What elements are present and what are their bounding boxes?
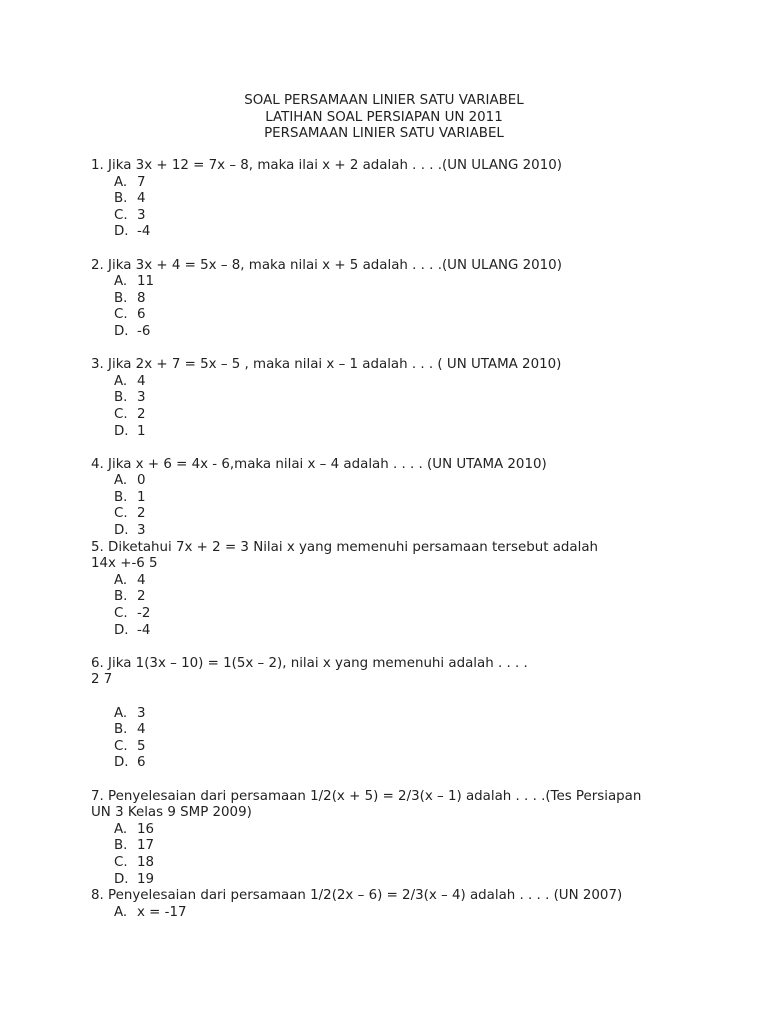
option-letter: B. [114,290,128,306]
option-letter: B. [114,589,128,605]
question-7 [91,789,691,889]
option-letter: B. [114,489,128,505]
option-text: 2 [137,506,146,522]
option-text: -2 [137,606,151,622]
option-b [91,490,691,507]
question-5-options [91,573,691,639]
option-c [91,855,691,872]
option-text: 11 [137,274,155,290]
option-a [91,706,691,723]
option-text: 3 [137,705,146,721]
option-letter: A. [114,174,128,190]
question-1 [91,158,691,241]
option-d [91,424,691,441]
option-letter: A. [114,705,128,721]
option-text: 6 [137,755,146,771]
question-4 [91,457,691,540]
option-a [91,175,691,192]
option-text: -4 [137,224,151,240]
question-8-stem: 8. Penyelesaian dari persamaan 1/2(2x – 6) = 2/3(x – 4) adalah . . . . (UN 2007) [91,888,623,904]
option-d [91,523,691,540]
option-a [91,374,691,391]
option-c [91,606,691,623]
option-a [91,905,691,922]
question-7-options [91,822,691,888]
option-letter: D. [114,523,129,539]
option-text: 8 [137,290,146,306]
option-c [91,307,691,324]
option-d [91,324,691,341]
option-text: 7 [137,174,146,190]
option-letter: D. [114,423,129,439]
option-letter: C. [114,207,128,223]
option-letter: C. [114,307,128,323]
question-3-stem: 3. Jika 2x + 7 = 5x – 5 , maka nilai x – 1 adalah . . . ( UN UTAMA 2010) [91,357,562,373]
option-text: 16 [137,821,155,837]
option-text: 4 [137,572,146,588]
option-d [91,224,691,241]
option-letter: D. [114,323,129,339]
question-7-stem: 7. Penyelesaian dari persamaan 1/2(x + 5) = 2/3(x – 1) adalah . . . .(Tes Persiapan [91,788,642,804]
option-letter: C. [114,406,128,422]
header-title: SOAL PERSAMAAN LINIER SATU VARIABEL [244,93,524,108]
option-text: 6 [137,307,146,323]
question-5-stem: 5. Diketahui 7x + 2 = 3 Nilai x yang memenuhi persamaan tersebut adalah [91,539,599,555]
option-letter: A. [114,274,128,290]
question-1-options [91,175,691,241]
option-b [91,838,691,855]
option-text: 4 [137,373,146,389]
option-text: 17 [137,838,155,854]
option-letter: D. [114,224,129,240]
option-text: 3 [137,207,146,223]
option-letter: B. [114,722,128,738]
option-letter: C. [114,854,128,870]
question-4-stem: 4. Jika x + 6 = 4x - 6,maka nilai x – 4 adalah . . . . (UN UTAMA 2010) [91,456,547,472]
option-b [91,291,691,308]
option-a [91,473,691,490]
question-1-stem: 1. Jika 3x + 12 = 7x – 8, maka ilai x + 2 adalah . . . .(UN ULANG 2010) [91,158,562,173]
option-letter: A. [114,473,128,489]
option-letter: B. [114,191,128,207]
option-letter: A. [114,821,128,837]
option-b [91,390,691,407]
option-letter: C. [114,506,128,522]
question-2-options [91,274,691,340]
option-letter: D. [114,871,129,887]
option-text: 4 [137,191,146,207]
option-text: 0 [137,473,146,489]
option-text: 1 [137,489,146,505]
option-d [91,872,691,889]
option-letter: A. [114,373,128,389]
question-6-stem-fraction-line: 2 7 [91,672,113,688]
question-5 [91,540,691,640]
question-4-options [91,473,691,539]
option-text: 1 [137,423,146,439]
option-a [91,822,691,839]
option-d [91,755,691,772]
option-letter: B. [114,390,128,406]
question-5-stem-fraction-line: 14x +-6 5 [91,556,158,572]
option-letter: A. [114,572,128,588]
question-2 [91,258,691,341]
option-text: x = -17 [137,904,187,920]
option-letter: C. [114,606,128,622]
question-2-stem: 2. Jika 3x + 4 = 5x – 8, maka nilai x + 5 adalah . . . .(UN ULANG 2010) [91,257,562,273]
option-letter: A. [114,904,128,920]
option-text: 18 [137,854,155,870]
question-7-stem-continued: UN 3 Kelas 9 SMP 2009) [91,805,252,821]
option-text: 19 [137,871,155,887]
question-6-options [91,706,691,772]
option-text: 4 [137,722,146,738]
option-text: 5 [137,738,146,754]
question-8 [91,888,691,921]
option-letter: D. [114,755,129,771]
option-a [91,573,691,590]
option-c [91,407,691,424]
blank-line [91,689,691,706]
question-3-options [91,374,691,440]
option-c [91,739,691,756]
question-8-options [91,905,691,922]
option-b [91,191,691,208]
question-6-stem: 6. Jika 1(3x – 10) = 1(5x – 2), nilai x yang memenuhi adalah . . . . [91,655,528,671]
option-text: -4 [137,622,151,638]
option-letter: B. [114,838,128,854]
option-letter: D. [114,622,129,638]
option-b [91,722,691,739]
option-a [91,274,691,291]
option-c [91,506,691,523]
option-text: 2 [137,406,146,422]
option-b [91,589,691,606]
question-6 [91,656,691,772]
option-text: 2 [137,589,146,605]
option-d [91,623,691,640]
option-text: 3 [137,523,146,539]
header-topic: PERSAMAAN LINIER SATU VARIABEL [264,126,504,142]
question-list [91,158,691,921]
option-text: -6 [137,323,151,339]
option-c [91,208,691,225]
option-text: 3 [137,390,146,406]
question-3 [91,357,691,440]
header-subtitle: LATIHAN SOAL PERSIAPAN UN 2011 [265,109,503,125]
document-header [0,93,768,143]
option-letter: C. [114,738,128,754]
